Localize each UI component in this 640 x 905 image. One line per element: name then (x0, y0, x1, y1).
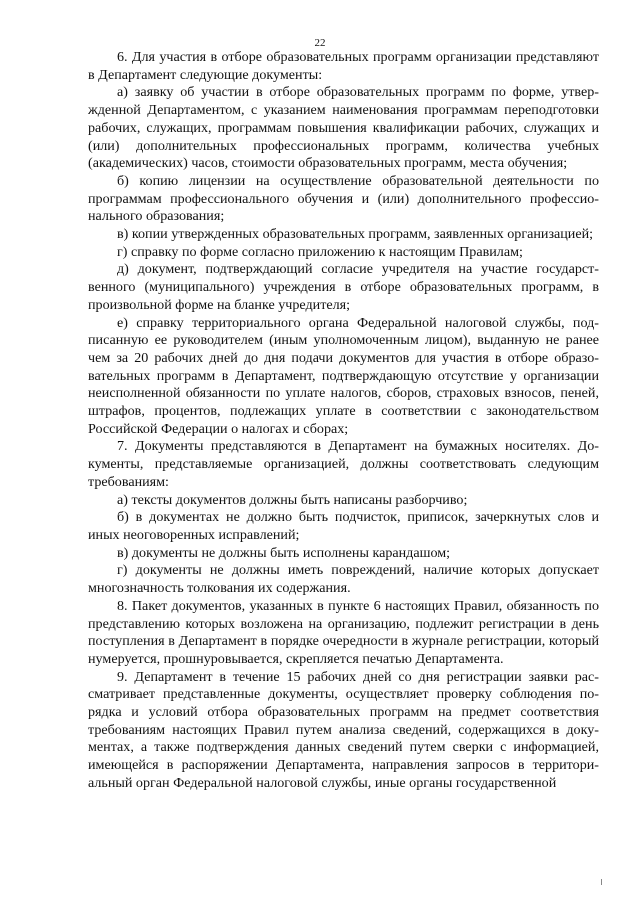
paragraph-6: 6. Для участия в отборе образовательных программ организации представляют в Департамент следующие документы: (88, 49, 599, 83)
paragraph-8: 8. Пакет документов, указанных в пункте 6 настоящих Правил, обязанность по представлению которых возложена на организацию, подлежит регистрации в день поступления в Департамент в порядке очередности в журнале регистрации, который нумеруется, прошнуровывается, скрепляется печатью Департамента. (88, 597, 599, 667)
paragraph-6e: е) справку территориального органа Федеральной налоговой службы, подписанную ее руководителем (иным уполномоченным лицом), выданную не ранее чем за 20 рабочих дней до дня подачи документов для участия в отборе образовательных программ в Департамент, подтверждающую отсутствие у организации неисполненной обязанности по уплате налогов, сборов, страховых взносов, пеней, штрафов, процентов, подлежащих уплате в соответствии с законодательством Российской Федерации о налогах и сборах; (88, 314, 599, 437)
paragraph-7v: в) документы не должны быть исполнены карандашом; (117, 544, 451, 561)
paragraph-6v: в) копии утвержденных образовательных программ, заявленных организацией; (117, 226, 594, 243)
paragraph-7g: г) документы не должны иметь повреждений, наличие которых допускает многозначность толкования их содержания. (88, 562, 599, 597)
paragraph-6a: а) заявку об участии в отборе образовательных программ по форме, утвержденной Департаментом, с указанием наименования программам переподготовки рабочих, служащих, программам повышения квалификации рабочих, служащих и (или) дополнительных профессиональных программ, количества учебных (академических) часов, стоимости образовательных программ, места обучения; (88, 84, 599, 172)
scan-edge-mark (601, 879, 602, 885)
paragraph-6g: г) справку по форме согласно приложению к настоящим Правилам; (117, 243, 523, 260)
paragraph-7b: б) в документах не должно быть подчисток, приписок, зачеркнутых слов и иных неоговоренных исправлений; (88, 509, 599, 543)
paragraph-7: 7. Документы представляются в Департамент на бумажных носителях. Документы, представляемые организацией, должны соответствовать следующим требованиям: (88, 438, 599, 490)
paragraph-6d: д) документ, подтверждающий согласие учредителя на участие государственного (муниципального) учреждения в отборе образовательных программ, в произвольной форме на бланке учредителя; (88, 261, 599, 313)
paragraph-7a: а) тексты документов должны быть написаны разборчиво; (117, 491, 468, 508)
page-number: 22 (314, 37, 326, 49)
paragraph-9: 9. Департамент в течение 15 рабочих дней со дня регистрации заявки рассматривает представленные документы, осуществляет проверку соблюдения порядка и условий отбора образовательных программ на предмет соответствия требованиям настоящих Правил путем анализа сведений, содержащихся в документах, а также подтверждения данных сведений путем сверки с информацией, имеющейся в распоряжении Департамента, направления запросов в территориальный орган Федеральной налоговой службы, иные органы государственной (88, 668, 599, 791)
paragraph-6b: б) копию лицензии на осуществление образовательной деятельности по программам профессионального обучения и (или) дополнительного профессионального образования; (88, 172, 599, 225)
page-body (88, 49, 599, 793)
